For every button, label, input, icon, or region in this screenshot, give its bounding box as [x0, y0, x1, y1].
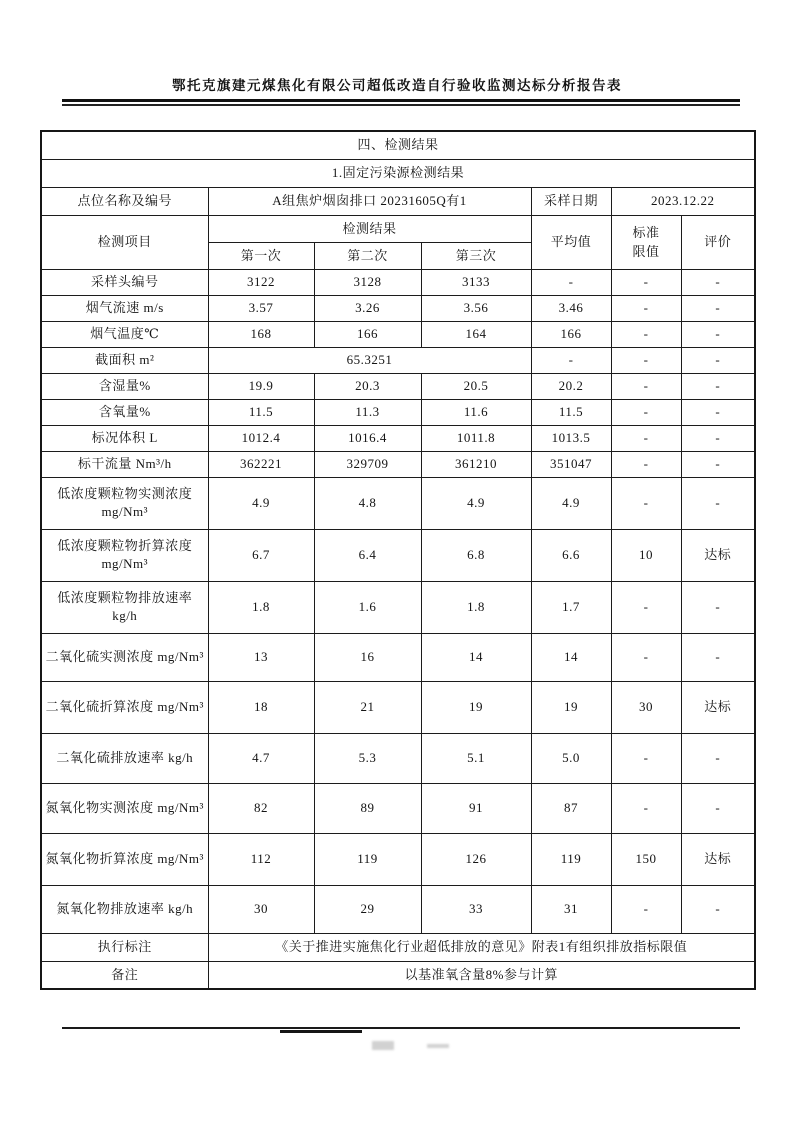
value-cell: 126 — [421, 833, 531, 885]
table-row — [41, 269, 755, 295]
header-first: 第一次 — [208, 242, 314, 269]
limit-cell: - — [611, 295, 681, 321]
limit-cell: - — [611, 425, 681, 451]
limit-cell: 10 — [611, 529, 681, 581]
limit-cell: - — [611, 783, 681, 833]
average-cell: 11.5 — [531, 399, 611, 425]
value-cell: 1011.8 — [421, 425, 531, 451]
header-limit: 标准限值 — [611, 215, 681, 269]
value-cell: 5.1 — [421, 733, 531, 783]
value-cell: 30 — [208, 885, 314, 933]
point-name-value: A组焦炉烟囱排口 20231605Q有1 — [208, 187, 531, 215]
row-label: 含湿量% — [41, 373, 208, 399]
value-cell: 3.56 — [421, 295, 531, 321]
value-cell: 119 — [314, 833, 421, 885]
average-cell: 87 — [531, 783, 611, 833]
row-label: 氮氧化物排放速率 kg/h — [41, 885, 208, 933]
evaluation-cell: - — [681, 451, 755, 477]
value-cell: 21 — [314, 681, 421, 733]
limit-cell: - — [611, 451, 681, 477]
average-cell: 14 — [531, 633, 611, 681]
row-label: 标况体积 L — [41, 425, 208, 451]
sample-date-value: 2023.12.22 — [611, 187, 755, 215]
evaluation-cell: 达标 — [681, 681, 755, 733]
table-row — [41, 321, 755, 347]
row-label: 含氧量% — [41, 399, 208, 425]
evaluation-cell: - — [681, 633, 755, 681]
limit-cell: - — [611, 269, 681, 295]
value-cell: 91 — [421, 783, 531, 833]
limit-cell: - — [611, 399, 681, 425]
average-cell: 31 — [531, 885, 611, 933]
value-cell: 20.3 — [314, 373, 421, 399]
table-row — [41, 295, 755, 321]
table-row — [41, 783, 755, 833]
row-unit: kg/h — [112, 608, 138, 623]
row-label: 二氧化硫排放速率 kg/h — [41, 733, 208, 783]
row-label: 截面积 m² — [41, 347, 208, 373]
value-cell: 112 — [208, 833, 314, 885]
row-unit: mg/Nm³ — [101, 556, 149, 571]
limit-cell: - — [611, 477, 681, 529]
average-cell: 6.6 — [531, 529, 611, 581]
value-cell: 4.7 — [208, 733, 314, 783]
value-cell: 18 — [208, 681, 314, 733]
average-cell: - — [531, 269, 611, 295]
subsection-title-row — [41, 159, 755, 187]
value-cell: 3.26 — [314, 295, 421, 321]
limit-cell: 150 — [611, 833, 681, 885]
remark-label: 备注 — [41, 961, 208, 989]
average-cell: 20.2 — [531, 373, 611, 399]
table-row — [41, 885, 755, 933]
table-row — [41, 347, 755, 373]
value-cell: 1.8 — [208, 581, 314, 633]
table-row — [41, 581, 755, 633]
table-row — [41, 451, 755, 477]
value-cell: 329709 — [314, 451, 421, 477]
limit-cell: - — [611, 347, 681, 373]
evaluation-cell: - — [681, 347, 755, 373]
limit-cell: - — [611, 373, 681, 399]
point-name-label: 点位名称及编号 — [41, 187, 208, 215]
value-cell: 6.8 — [421, 529, 531, 581]
average-cell: 166 — [531, 321, 611, 347]
value-cell: 1.8 — [421, 581, 531, 633]
value-cell: 19.9 — [208, 373, 314, 399]
sample-date-label: 采样日期 — [531, 187, 611, 215]
value-cell: 3128 — [314, 269, 421, 295]
row-label: 低浓度颗粒物排放速率 kg/h — [41, 581, 208, 633]
row-label: 氮氧化物实测浓度 mg/Nm³ — [41, 783, 208, 833]
evaluation-cell: - — [681, 885, 755, 933]
evaluation-cell: - — [681, 399, 755, 425]
value-cell: 11.3 — [314, 399, 421, 425]
value-cell: 14 — [421, 633, 531, 681]
table-row — [41, 529, 755, 581]
table-row — [41, 373, 755, 399]
evaluation-cell: - — [681, 321, 755, 347]
section-title: 四、检测结果 — [41, 131, 755, 159]
evaluation-cell: - — [681, 581, 755, 633]
value-cell: 6.7 — [208, 529, 314, 581]
row-unit: mg/Nm³ — [101, 504, 149, 519]
row-label: 低浓度颗粒物折算浓度 mg/Nm³ — [41, 529, 208, 581]
value-cell: 362221 — [208, 451, 314, 477]
value-cell: 29 — [314, 885, 421, 933]
header-second: 第二次 — [314, 242, 421, 269]
footer-rule-accent — [280, 1030, 362, 1033]
row-label: 低浓度颗粒物实测浓度 mg/Nm³ — [41, 477, 208, 529]
average-cell: 351047 — [531, 451, 611, 477]
evaluation-cell: - — [681, 269, 755, 295]
evaluation-cell: - — [681, 783, 755, 833]
table-row — [41, 681, 755, 733]
value-cell: 4.9 — [208, 477, 314, 529]
value-cell: 6.4 — [314, 529, 421, 581]
table-row — [41, 833, 755, 885]
value-cell: 4.9 — [421, 477, 531, 529]
standard-label: 执行标注 — [41, 933, 208, 961]
table-row — [41, 425, 755, 451]
document-title: 鄂托克旗建元煤焦化有限公司超低改造自行验收监测达标分析报告表 — [172, 78, 622, 93]
column-header-row-1 — [41, 215, 755, 242]
value-cell: 19 — [421, 681, 531, 733]
value-cell: 1012.4 — [208, 425, 314, 451]
results-table — [40, 130, 756, 990]
value-cell: 13 — [208, 633, 314, 681]
subsection-title: 1.固定污染源检测结果 — [41, 159, 755, 187]
standard-value: 《关于推进实施焦化行业超低排放的意见》附表1有组织排放指标限值 — [208, 933, 755, 961]
average-cell: 1.7 — [531, 581, 611, 633]
table-row — [41, 733, 755, 783]
table-row — [41, 633, 755, 681]
value-cell: 11.5 — [208, 399, 314, 425]
limit-cell: - — [611, 885, 681, 933]
row-label: 烟气流速 m/s — [41, 295, 208, 321]
merged-value-cell: 65.3251 — [208, 347, 531, 373]
row-label: 烟气温度℃ — [41, 321, 208, 347]
limit-cell: - — [611, 633, 681, 681]
limit-cell: - — [611, 733, 681, 783]
value-cell: 5.3 — [314, 733, 421, 783]
average-cell: 1013.5 — [531, 425, 611, 451]
average-cell: 5.0 — [531, 733, 611, 783]
header-rule — [62, 99, 740, 106]
value-cell: 1.6 — [314, 581, 421, 633]
value-cell: 166 — [314, 321, 421, 347]
average-cell: - — [531, 347, 611, 373]
limit-cell: 30 — [611, 681, 681, 733]
header-third: 第三次 — [421, 242, 531, 269]
value-cell: 16 — [314, 633, 421, 681]
value-cell: 3133 — [421, 269, 531, 295]
average-cell: 4.9 — [531, 477, 611, 529]
header-average: 平均值 — [531, 215, 611, 269]
value-cell: 1016.4 — [314, 425, 421, 451]
evaluation-cell: 达标 — [681, 529, 755, 581]
evaluation-cell: - — [681, 425, 755, 451]
average-cell: 119 — [531, 833, 611, 885]
average-cell: 19 — [531, 681, 611, 733]
header-evaluation: 评价 — [681, 215, 755, 269]
row-label: 二氧化硫折算浓度 mg/Nm³ — [41, 681, 208, 733]
row-label: 采样头编号 — [41, 269, 208, 295]
row-label: 二氧化硫实测浓度 mg/Nm³ — [41, 633, 208, 681]
average-cell: 3.46 — [531, 295, 611, 321]
evaluation-cell: - — [681, 477, 755, 529]
value-cell: 89 — [314, 783, 421, 833]
evaluation-cell: - — [681, 373, 755, 399]
table-row — [41, 477, 755, 529]
footer-rule — [62, 1027, 740, 1029]
value-cell: 20.5 — [421, 373, 531, 399]
evaluation-cell: - — [681, 733, 755, 783]
value-cell: 3122 — [208, 269, 314, 295]
point-info-row — [41, 187, 755, 215]
limit-cell: - — [611, 581, 681, 633]
standard-row — [41, 933, 755, 961]
value-cell: 3.57 — [208, 295, 314, 321]
evaluation-cell: 达标 — [681, 833, 755, 885]
footer-faint-mark — [372, 1041, 394, 1050]
table-row — [41, 399, 755, 425]
section-title-row — [41, 131, 755, 159]
limit-cell: - — [611, 321, 681, 347]
value-cell: 361210 — [421, 451, 531, 477]
value-cell: 164 — [421, 321, 531, 347]
value-cell: 33 — [421, 885, 531, 933]
value-cell: 4.8 — [314, 477, 421, 529]
value-cell: 82 — [208, 783, 314, 833]
evaluation-cell: - — [681, 295, 755, 321]
remark-value: 以基准氧含量8%参与计算 — [208, 961, 755, 989]
header-item: 检测项目 — [41, 215, 208, 269]
header-result: 检测结果 — [208, 215, 531, 242]
footer-faint-mark — [427, 1044, 449, 1048]
remark-row — [41, 961, 755, 989]
value-cell: 11.6 — [421, 399, 531, 425]
row-label: 标干流量 Nm³/h — [41, 451, 208, 477]
value-cell: 168 — [208, 321, 314, 347]
row-label: 氮氧化物折算浓度 mg/Nm³ — [41, 833, 208, 885]
